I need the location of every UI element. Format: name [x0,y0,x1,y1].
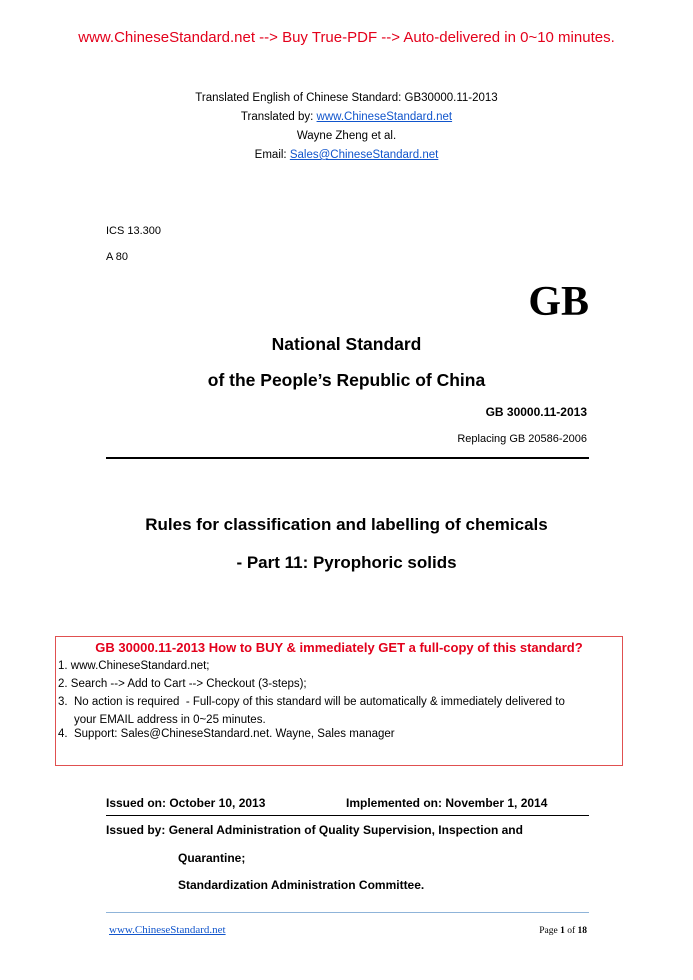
national-standard-heading: National Standard [271,334,422,354]
email-label: Email: [254,149,290,161]
prc-heading: of the People’s Republic of China [207,370,486,390]
translated-by [0,108,693,127]
issuer-1: General Administration of Quality Supervision, Inspection and [168,823,523,837]
page-of: of [564,926,578,936]
translated-by-label: Translated by: [240,111,317,123]
ics-code: ICS 13.300 [106,225,162,237]
buy-step: 1. www.ChineseStandard.net; [58,660,210,672]
buy-step: your EMAIL address in 0~25 minutes. [58,714,266,726]
buy-step: 4. Support: Sales@ChineseStandard.net. Wayne, Sales manager [58,728,395,740]
issuer-1-cont: Quarantine; [178,851,246,865]
translator-site-link[interactable]: www.ChineseStandard.net [316,111,453,123]
translation-line: Translated English of Chinese Standard: GB30000.11-2013 [195,92,498,104]
issued-by [106,823,523,837]
divider [106,457,589,459]
page-prefix: Page [539,926,561,936]
ccs-code: A 80 [106,251,129,263]
buy-step: 3. No action is required - Full-copy of this standard will be automatically & immediately delivered to [58,696,565,708]
buy-heading[interactable]: GB 30000.11-2013 How to BUY & immediately GET a full-copy of this standard? [95,640,583,655]
footer-site-link[interactable]: www.ChineseStandard.net [109,924,226,936]
standard-number: GB 30000.11-2013 [485,405,587,419]
page-indicator [539,926,587,936]
gb-mark: GB [528,279,589,325]
page-number: 1 [560,926,565,936]
buy-step: 2. Search --> Add to Cart --> Checkout (3-steps); [58,678,307,690]
promo-banner[interactable]: www.ChineseStandard.net --> Buy True-PDF --> Auto-delivered in 0~10 minutes. [78,29,615,46]
implemented-on: Implemented on: November 1, 2014 [346,796,548,810]
page-total: 18 [577,926,587,936]
translators: Wayne Zheng et al. [296,130,397,142]
footer-divider [106,912,589,913]
issuer-2: Standardization Administration Committee. [178,878,425,892]
issue-divider [106,815,589,816]
email-line [0,146,693,165]
issued-on: Issued on: October 10, 2013 [106,796,266,810]
document-title: Rules for classification and labelling of chemicals [145,515,548,534]
replacing-standard: Replacing GB 20586-2006 [457,433,587,445]
email-link[interactable]: Sales@ChineseStandard.net [289,149,439,161]
document-subtitle: - Part 11: Pyrophoric solids [236,553,457,572]
issued-by-label: Issued by: [106,823,169,837]
